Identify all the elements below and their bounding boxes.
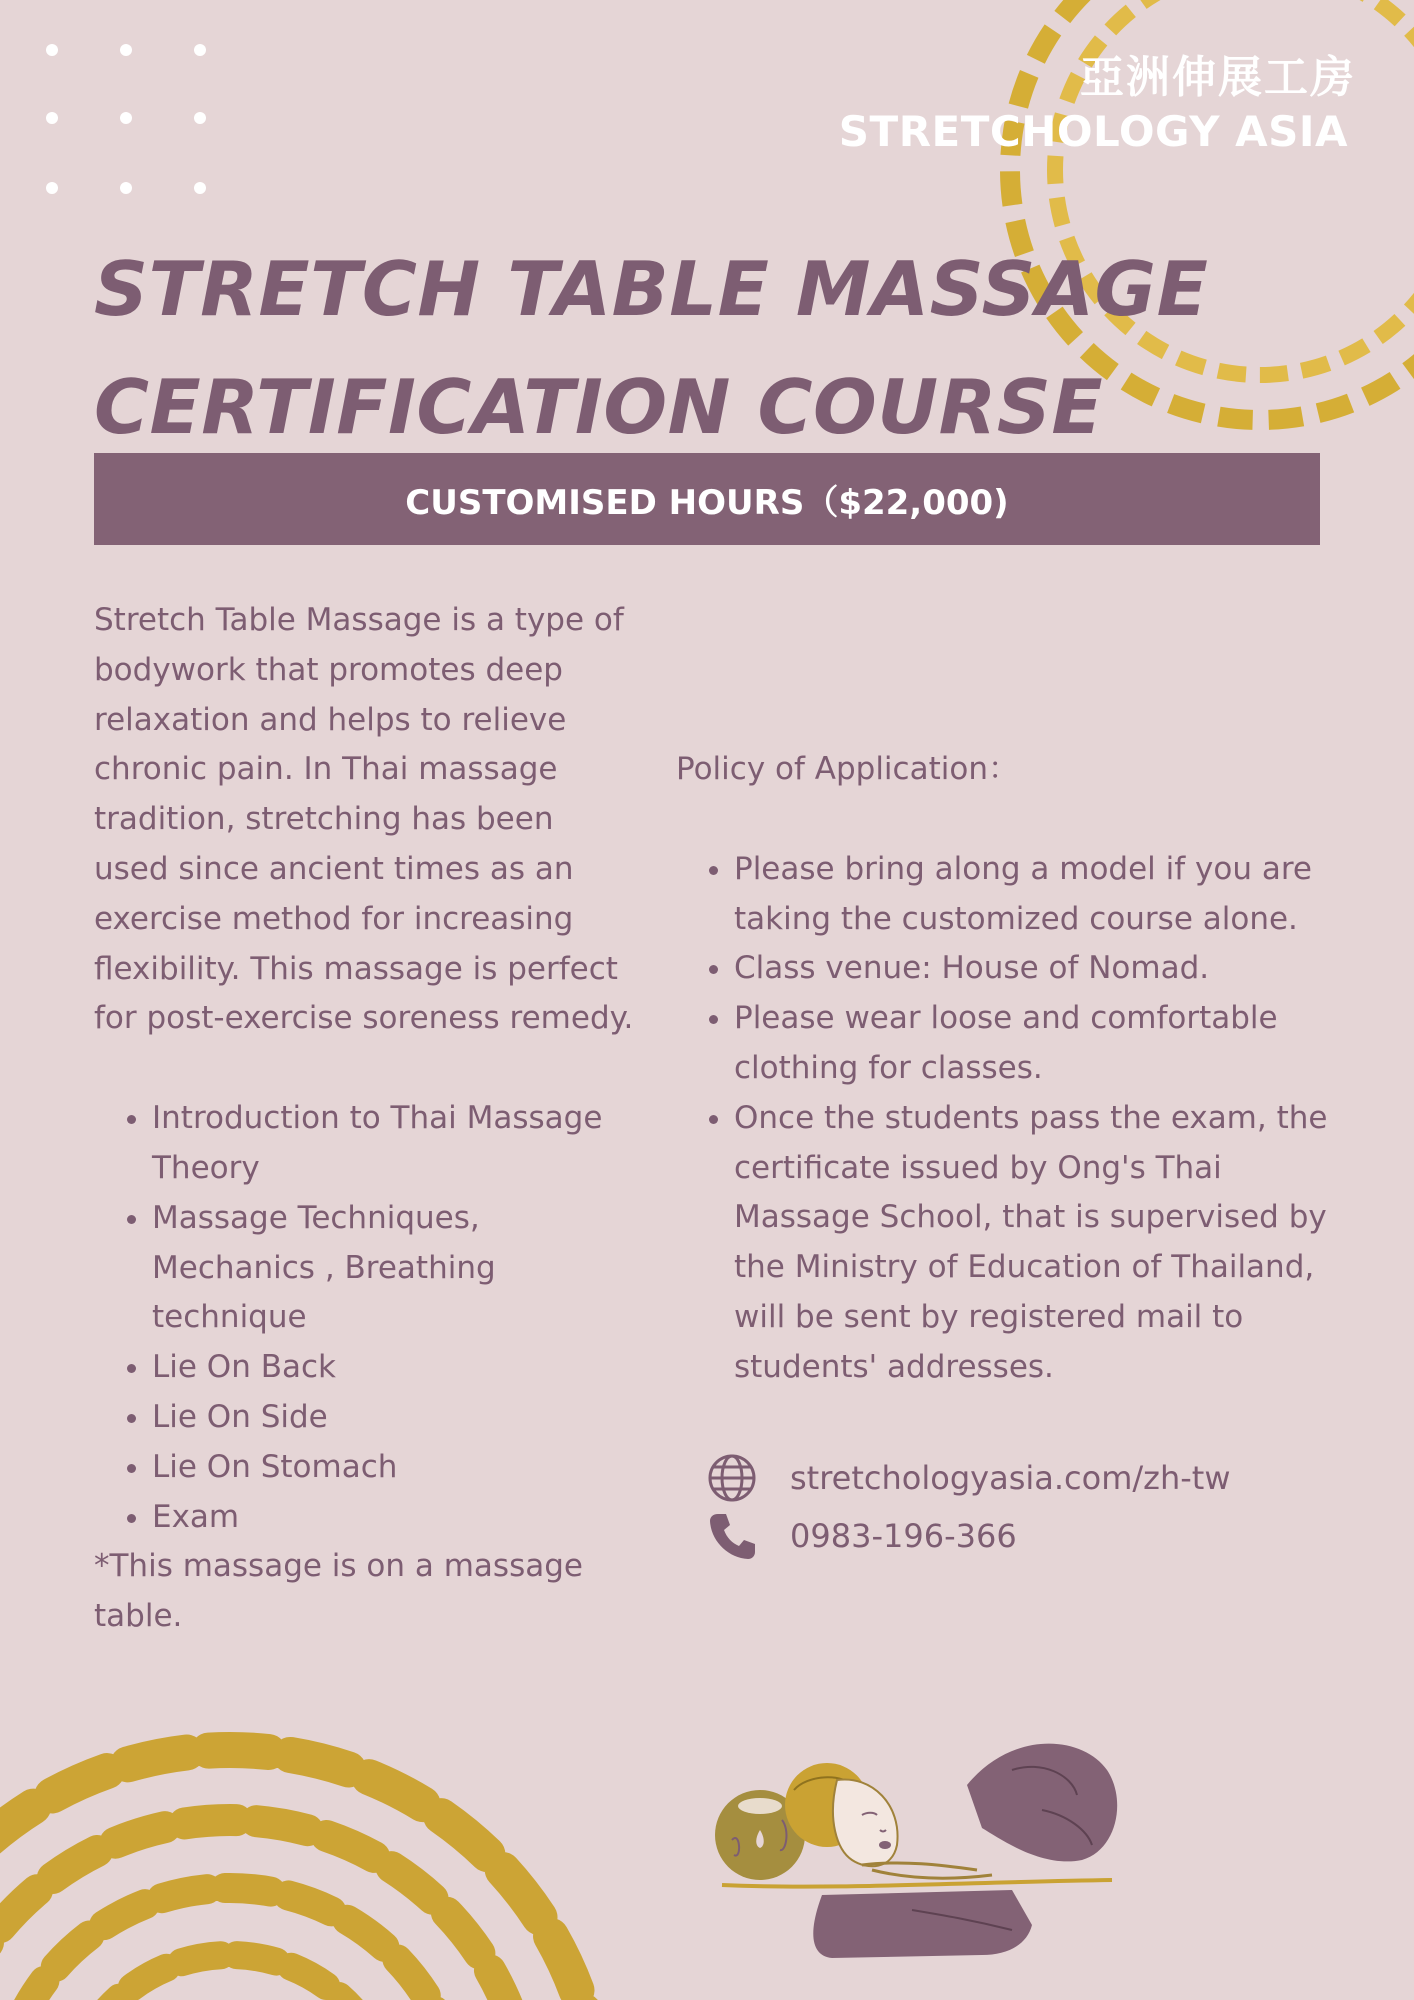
list-item: • Once the students pass the exam, the certificate issued by Ong's Thai Massage School, that is supervised by the Ministry of Education of Thailand, will be sent by registered mail to students' addresses. xyxy=(734,1094,1366,1393)
phone-icon xyxy=(706,1510,758,1562)
list-item: • Lie On Side xyxy=(152,1393,634,1443)
massage-note: *This massage is on a massage table. xyxy=(94,1548,583,1635)
policy-heading: Policy of Application： xyxy=(676,751,1019,787)
list-item: • Massage Techniques, Mechanics , Breathing technique xyxy=(152,1194,634,1343)
website-row[interactable] xyxy=(706,1449,1231,1507)
application-policy xyxy=(676,745,1366,1393)
list-item: • Please wear loose and comfortable clothing for classes. xyxy=(734,994,1366,1094)
list-item: • Exam xyxy=(152,1493,634,1543)
title-line-2: CERTIFICATION COURSE xyxy=(94,363,1104,451)
title-line-1: STRETCH TABLE MASSAGE xyxy=(94,245,1209,333)
massage-illustration xyxy=(712,1720,1152,1960)
course-details xyxy=(94,596,634,1642)
brand-logo xyxy=(839,50,1356,158)
list-item: • Please bring along a model if you are taking the customized course alone. xyxy=(734,845,1366,945)
list-item: • Lie On Stomach xyxy=(152,1443,634,1493)
globe-icon xyxy=(706,1452,758,1504)
brand-name-english: STRETCHOLOGY ASIA xyxy=(838,107,1348,156)
curriculum-list xyxy=(94,1094,634,1542)
website-link[interactable]: stretchologyasia.com/zh-tw xyxy=(790,1459,1231,1497)
gold-brush-arc-decoration xyxy=(0,1700,660,2000)
price-banner: CUSTOMISED HOURS（$22,000) xyxy=(94,453,1320,545)
phone-number[interactable]: 0983-196-366 xyxy=(790,1517,1017,1555)
phone-row[interactable] xyxy=(706,1507,1231,1565)
list-item: • Class venue: House of Nomad. xyxy=(734,944,1366,994)
page-title xyxy=(94,230,1244,466)
list-item: • Lie On Back xyxy=(152,1343,634,1393)
contact-info xyxy=(706,1449,1231,1565)
policy-list xyxy=(676,845,1366,1393)
list-item: • Introduction to Thai Massage Theory xyxy=(152,1094,634,1194)
decorative-dots xyxy=(46,44,216,204)
brand-name-chinese: 亞洲伸展工房 xyxy=(1080,52,1356,103)
course-description: Stretch Table Massage is a type of bodywork that promotes deep relaxation and helps to relieve chronic pain. In Thai massage tradition, stretching has been used since ancient times as an exercise method for increasing flexibility. This massage is perfect for post-exercise soreness remedy. xyxy=(94,602,634,1037)
